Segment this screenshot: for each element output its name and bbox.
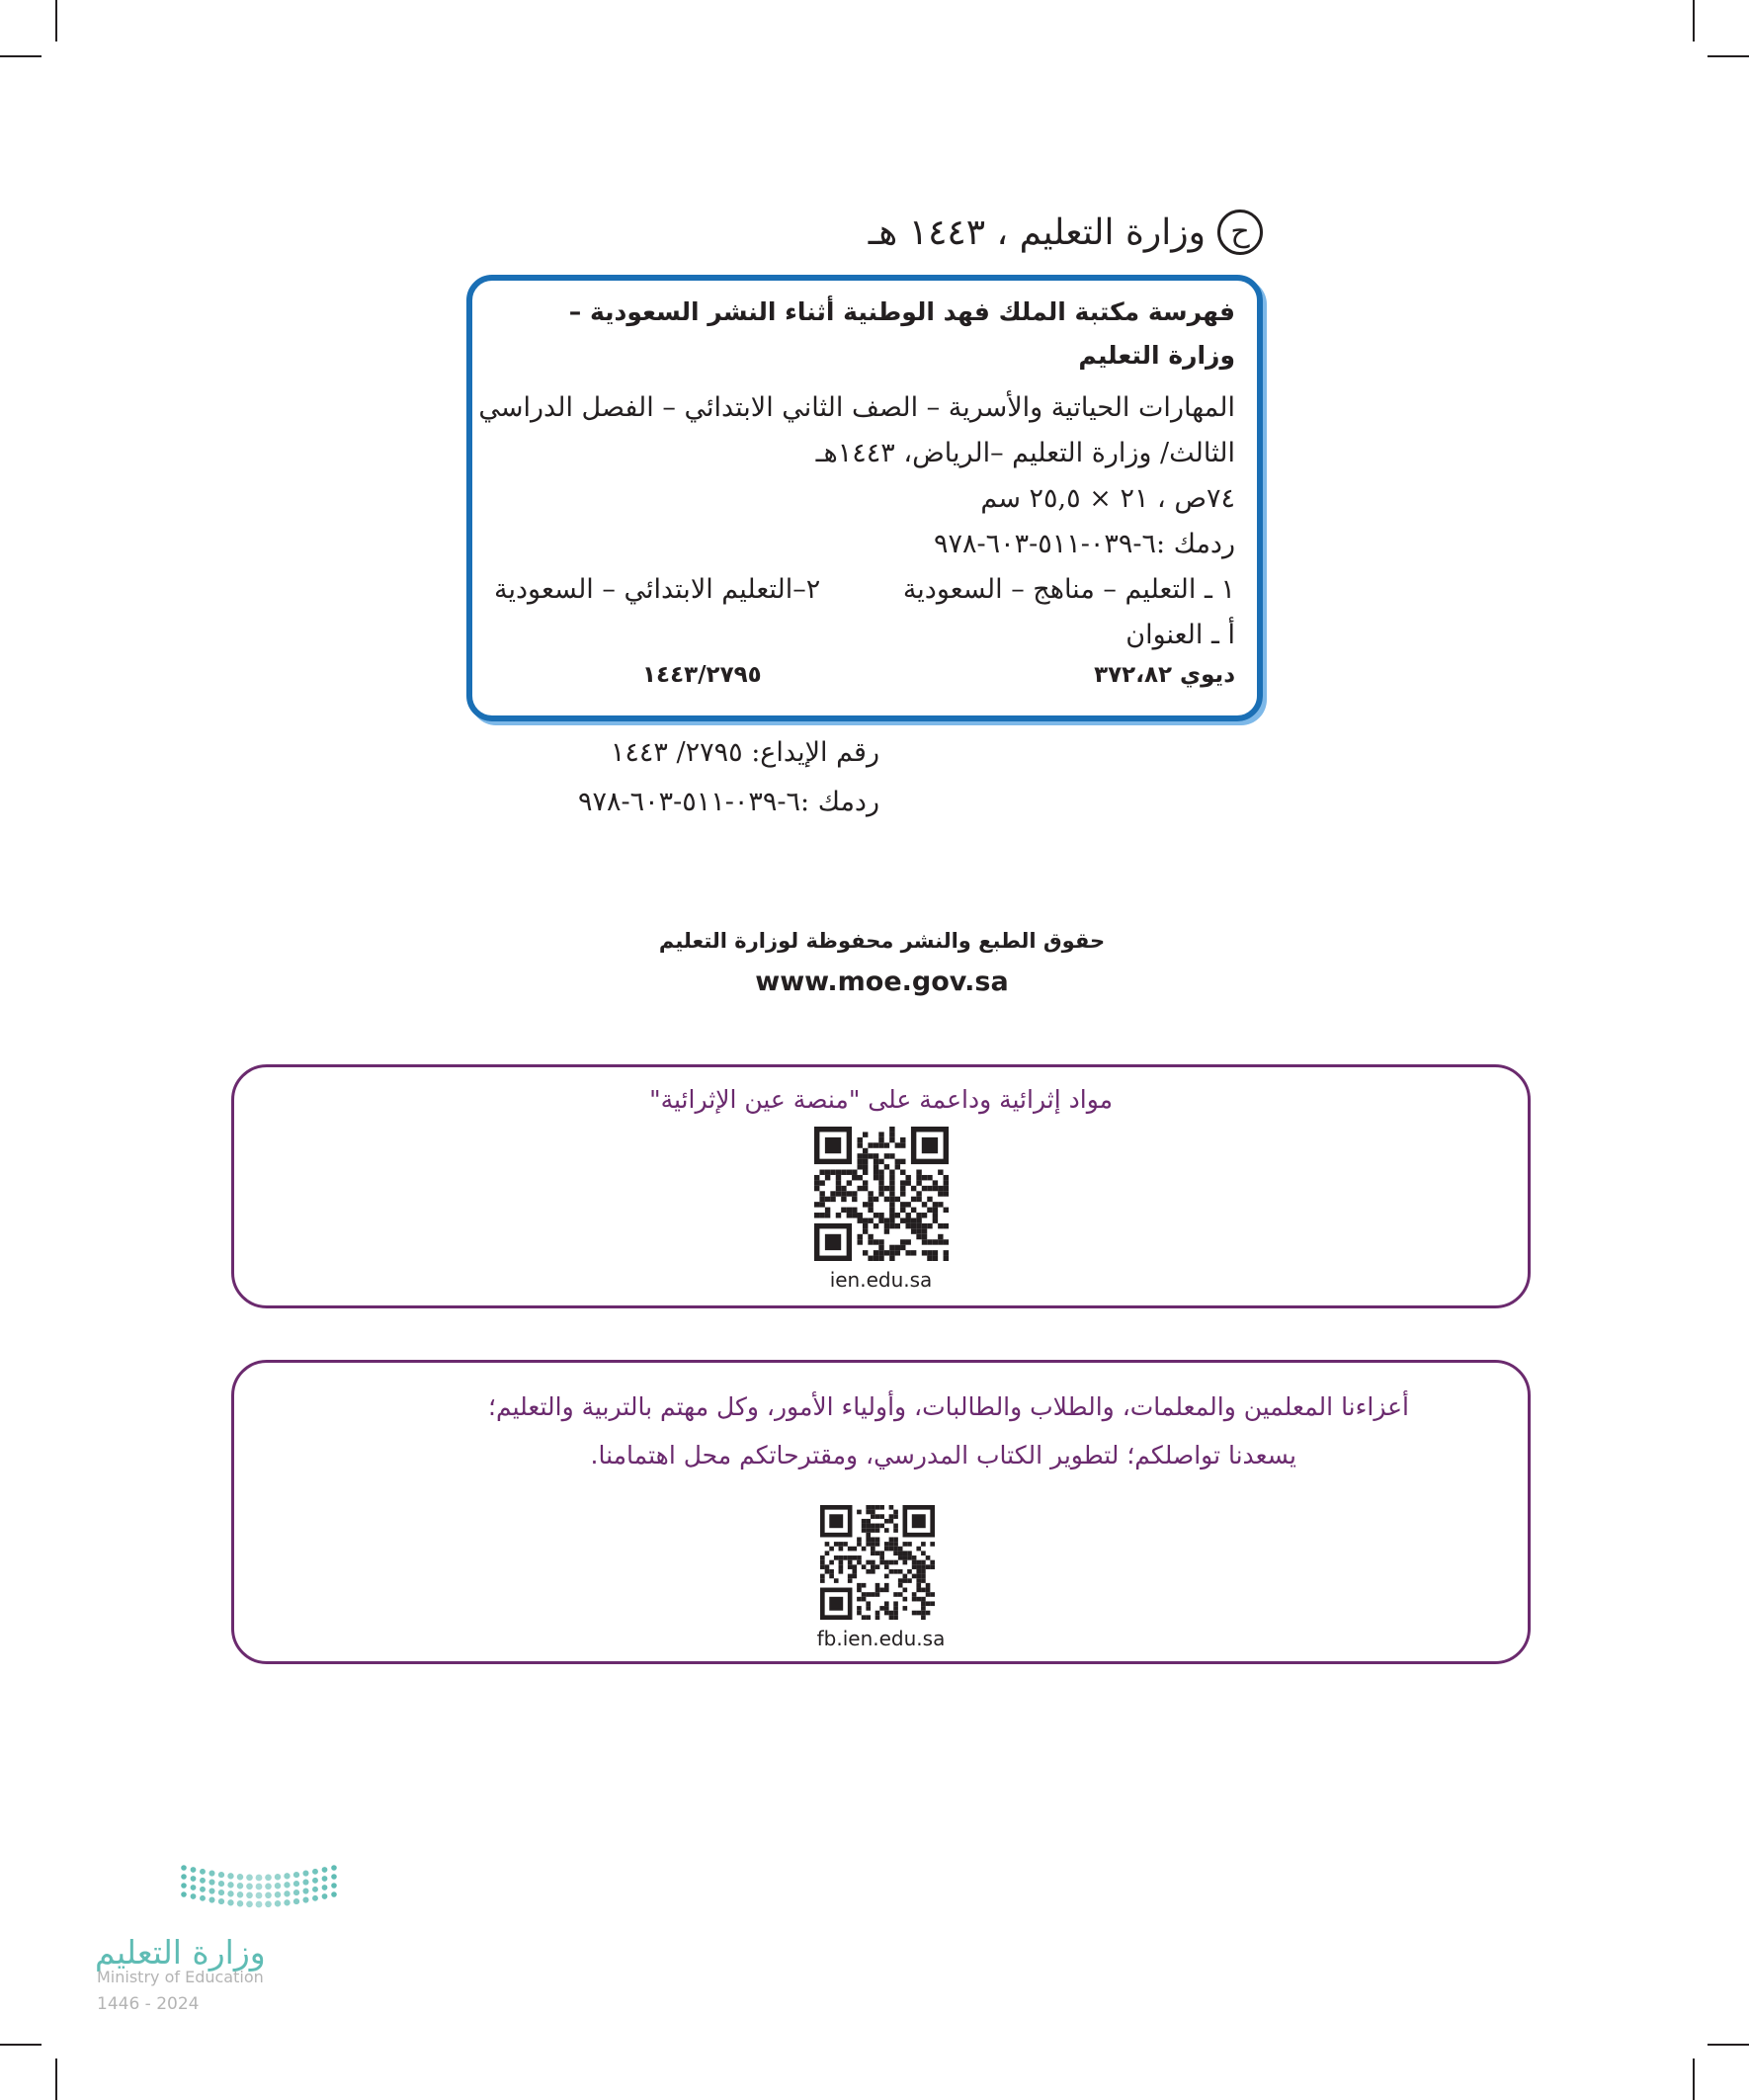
qr-code-icon[interactable]	[814, 1127, 949, 1261]
qr-code-icon[interactable]	[820, 1505, 935, 1620]
catalog-dewey: ديوي ٣٧٢،٨٢	[1094, 662, 1235, 688]
logo-years: 2024 - 1446	[97, 1994, 200, 2014]
catalog-subject-1: ١ ـ التعليم – مناهج – السعودية	[902, 574, 1235, 605]
catalog-subjects	[494, 567, 1235, 613]
feedback-link[interactable]: fb.ien.edu.sa	[816, 1627, 946, 1650]
feedback-line2: يسعدنا تواصلكم؛ لتطوير الكتاب المدرسي، ومقترحاتكم محل اهتمامنا.	[590, 1441, 1296, 1470]
crop-mark	[1693, 0, 1695, 42]
crop-mark	[0, 2044, 42, 2046]
catalog-pages: ٧٤ص ، ٢١ × ٢٥,٥ سم	[980, 483, 1235, 514]
logo-english: Ministry of Education	[97, 1968, 264, 1986]
crop-mark	[1707, 2044, 1749, 2046]
crop-mark	[1707, 55, 1749, 57]
catalog-subject-2: ٢–التعليم الابتدائي – السعودية	[494, 574, 821, 605]
website-link[interactable]: www.moe.gov.sa	[755, 966, 1009, 997]
ien-heading: مواد إثرائية وداعمة على "منصة عين الإثرائية"	[649, 1085, 1113, 1114]
catalog-title-entry: أ ـ العنوان	[1125, 620, 1235, 650]
catalog-title-line2: الثالث/ وزارة التعليم –الرياض، ١٤٤٣هـ	[815, 438, 1235, 468]
cataloging-record	[466, 275, 1263, 721]
catalog-title-line1: المهارات الحياتية والأسرية – الصف الثاني الابتدائي – الفصل الدراسي	[478, 392, 1235, 423]
crop-mark	[55, 2058, 57, 2100]
feedback-line1: أعزاءنا المعلمين والمعلمات، والطلاب والطالبات، وأولياء الأمور، وكل مهتم بالتربية والتعليم؛	[488, 1392, 1409, 1421]
crop-mark	[55, 0, 57, 42]
ien-platform-box	[231, 1064, 1531, 1308]
crop-mark	[0, 55, 42, 57]
copyright-symbol: ح	[1217, 210, 1263, 255]
catalog-deposit-number: ١٤٤٣/٢٧٩٥	[642, 662, 762, 688]
copyright-text: وزارة التعليم ، ١٤٤٣ هـ	[868, 211, 1206, 253]
catalog-isbn: ردمك :٦-٠٣٩-٥١١-٦٠٣-٩٧٨	[933, 529, 1235, 559]
crop-mark	[1693, 2058, 1695, 2100]
catalog-header-line1: فهرسة مكتبة الملك فهد الوطنية أثناء النشر السعودية –	[568, 297, 1235, 326]
feedback-box	[231, 1360, 1531, 1664]
logo-arabic: وزارة التعليم	[95, 1933, 266, 1972]
ien-link[interactable]: ien.edu.sa	[829, 1268, 933, 1292]
deposit-isbn: ردمك :٦-٠٣٩-٥١١-٦٠٣-٩٧٨	[577, 787, 879, 817]
catalog-footer	[494, 662, 1235, 688]
logo-dots-icon	[95, 1860, 362, 1939]
deposit-number: رقم الإيداع: ٢٧٩٥/ ١٤٤٣	[610, 737, 879, 768]
catalog-header-line2: وزارة التعليم	[1078, 341, 1235, 370]
copyright-line	[869, 210, 1263, 255]
copyright-notice: حقوق الطبع والنشر محفوظة لوزارة التعليم	[658, 929, 1106, 953]
